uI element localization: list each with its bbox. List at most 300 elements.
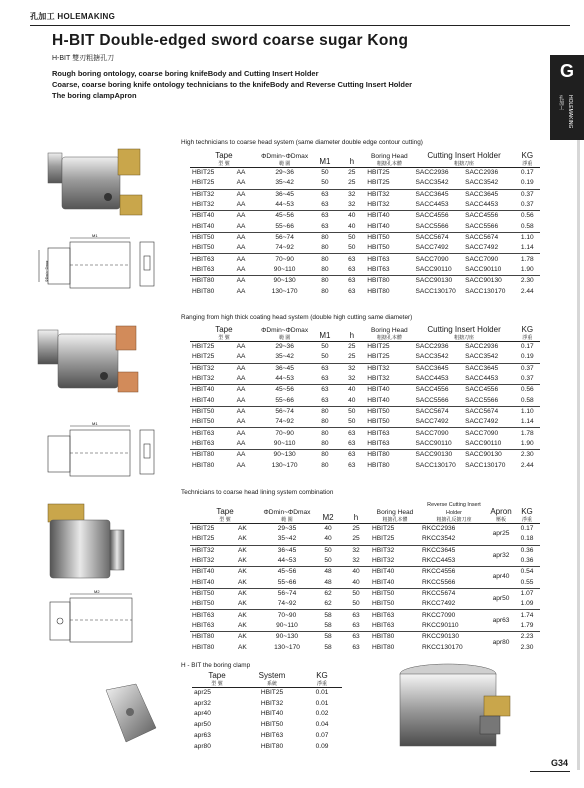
- table-cell: SACC90110: [465, 265, 502, 273]
- table-row: [190, 221, 540, 232]
- table-cell: RKCC90130: [422, 633, 460, 641]
- table-cell: 29~35: [277, 525, 297, 533]
- col-holder: Cutting Insert Holder 粗搪刀座: [427, 151, 501, 167]
- table-row: [190, 567, 540, 578]
- section-tab-en: HOLEMAKING: [567, 95, 573, 129]
- tool-photo-3: [40, 500, 145, 585]
- table-cell: 0.37: [520, 201, 534, 209]
- table-cell: 0.36: [520, 557, 534, 565]
- table-cell: 2.23: [520, 633, 534, 641]
- table-cell: AK: [238, 621, 247, 629]
- table-row: [192, 741, 342, 752]
- table-cell: 40: [324, 525, 332, 533]
- table-cell: 50: [324, 546, 332, 554]
- table-cell: 0.17: [520, 525, 534, 533]
- table-cell: 2.30: [520, 643, 534, 651]
- table-cell: 80: [321, 451, 329, 459]
- table-row: [190, 395, 540, 406]
- table-cell: RKCC3645: [422, 546, 456, 554]
- table-cell: SACC7090: [465, 429, 499, 437]
- table-cell: HBIT63: [192, 255, 215, 263]
- table-cell: HBIT80: [192, 277, 215, 285]
- table-cell: 50: [352, 600, 360, 608]
- table-cell: RKCC4453: [422, 557, 456, 565]
- table-cell: AA: [236, 429, 246, 437]
- table-cell: 0.04: [315, 721, 329, 729]
- table-cell: 50: [348, 233, 356, 241]
- table-cell: 55~66: [275, 222, 294, 230]
- table-cell: 63: [352, 643, 360, 651]
- table-cell: apr80: [194, 742, 211, 750]
- section3-title: Technicians to coarse head lining system combination: [181, 489, 334, 496]
- table-cell: SACC130170: [415, 461, 456, 469]
- table-cell: AK: [238, 557, 247, 565]
- col-h: h: [353, 513, 359, 522]
- table-cell: 0.02: [315, 710, 329, 718]
- table-cell: 50: [348, 407, 356, 415]
- table-cell: 80: [321, 233, 329, 241]
- table-cell: HBIT63: [367, 429, 390, 437]
- table-cell: HBIT40: [372, 578, 395, 586]
- table-cell: 80: [321, 407, 329, 415]
- table-cell: 1.78: [520, 255, 534, 263]
- table-cell: HBIT80: [367, 277, 390, 285]
- table-cell: HBIT40: [192, 396, 215, 404]
- table-cell: 80: [321, 429, 329, 437]
- table-cell: 40: [348, 386, 356, 394]
- table-cell: SACC130170: [465, 461, 506, 469]
- col-reverse-holder: Reverse Cutting Insert Holder 粗搪孔反搪刀座: [427, 502, 481, 523]
- table-cell: 63: [352, 633, 360, 641]
- table-cell: 0.18: [520, 535, 534, 543]
- tool-photo-2: [28, 320, 143, 400]
- table-cell: apr40: [194, 710, 211, 718]
- table-cell: HBIT32: [367, 375, 390, 383]
- table-cell: HBIT32: [367, 201, 390, 209]
- table-cell: 25: [352, 535, 360, 543]
- m1-label: M1: [92, 233, 98, 238]
- table-cell: AA: [236, 375, 246, 383]
- table-cell: 58: [324, 633, 332, 641]
- table-cell: SACC90110: [415, 439, 452, 447]
- table-cell: AK: [238, 633, 247, 641]
- table-cell: 40: [348, 396, 356, 404]
- col-head: Boring Head 粗搪孔本體: [371, 327, 408, 341]
- table-cell: 63: [321, 201, 329, 209]
- table-cell: 35~42: [275, 179, 294, 187]
- table-row: [190, 524, 540, 535]
- table-row: [190, 534, 540, 545]
- table-cell: SACC3645: [465, 190, 499, 198]
- table-cell: AA: [236, 364, 246, 372]
- table-cell: HBIT63: [367, 265, 390, 273]
- col-m: M1: [319, 157, 331, 166]
- table-row: [190, 374, 540, 385]
- table-cell: apr40: [492, 573, 510, 581]
- table-cell: HBIT63: [260, 732, 284, 740]
- table-cell: HBIT25: [367, 179, 390, 187]
- table-cell: AA: [236, 439, 246, 447]
- tool-photo-1: [40, 145, 150, 223]
- table-cell: 0.37: [520, 375, 534, 383]
- table-cell: SACC90130: [415, 451, 453, 459]
- table-cell: 36~45: [277, 546, 297, 554]
- table-cell: SACC7090: [465, 255, 499, 263]
- table-cell: 50: [321, 353, 329, 361]
- table-cell: 29~36: [275, 169, 294, 177]
- table-cell: HBIT25: [367, 169, 390, 177]
- table-cell: 80: [321, 461, 329, 469]
- table-cell: HBIT40: [372, 568, 395, 576]
- table-cell: 50: [321, 343, 329, 351]
- table-cell: 80: [321, 265, 329, 273]
- table-cell: 0.17: [520, 169, 534, 177]
- section-tab: [550, 55, 584, 140]
- col-m: M2: [322, 513, 334, 522]
- table-cell: 70~90: [275, 255, 294, 263]
- table-cell: HBIT63: [372, 611, 395, 619]
- table-cell: HBIT32: [192, 201, 215, 209]
- table-cell: HBIT63: [192, 611, 215, 619]
- table-cell: RKCC7090: [422, 611, 456, 619]
- table-cell: 70~90: [275, 429, 294, 437]
- table-cell: AA: [236, 190, 246, 198]
- table-cell: 63: [348, 287, 356, 295]
- description-line: The boring clampApron: [52, 91, 137, 100]
- table-cell: HBIT80: [192, 643, 215, 651]
- table-cell: SACC5566: [465, 222, 499, 230]
- table-cell: AA: [236, 287, 246, 295]
- table-cell: 35~42: [275, 353, 294, 361]
- table-cell: SACC90130: [415, 277, 453, 285]
- table-cell: HBIT80: [367, 461, 390, 469]
- table-cell: HBIT40: [367, 212, 390, 220]
- table-cell: HBIT32: [192, 190, 215, 198]
- table-cell: AK: [238, 546, 247, 554]
- table-cell: 90~110: [276, 621, 298, 629]
- table-row: [190, 449, 540, 460]
- table-cell: 58: [324, 621, 332, 629]
- page-subtitle: H-BIT 雙刃粗搪孔刀: [52, 55, 115, 62]
- table-cell: SACC7090: [415, 255, 449, 263]
- table-cell: HBIT40: [192, 568, 215, 576]
- table-cell: 25: [348, 343, 356, 351]
- table-row: [190, 178, 540, 189]
- table-cell: RKCC2936: [422, 525, 456, 533]
- table-cell: AA: [236, 244, 246, 252]
- col-range: ΦDmin~ΦDmax 範 圍: [261, 327, 309, 341]
- table-cell: HBIT80: [367, 287, 390, 295]
- table-cell: HBIT50: [367, 407, 390, 415]
- table-cell: HBIT63: [192, 621, 215, 629]
- table-cell: HBIT50: [192, 407, 215, 415]
- table-cell: HBIT80: [367, 451, 390, 459]
- table-cell: HBIT50: [372, 600, 395, 608]
- table-cell: 63: [321, 222, 329, 230]
- table-cell: AA: [236, 407, 246, 415]
- table-cell: HBIT63: [192, 439, 215, 447]
- table-cell: 44~53: [275, 201, 294, 209]
- table-cell: apr25: [194, 689, 211, 697]
- table-cell: SACC3645: [415, 190, 449, 198]
- table-cell: SACC7492: [465, 418, 499, 426]
- table-cell: 1.09: [520, 600, 534, 608]
- table-cell: SACC3542: [415, 179, 449, 187]
- table-cell: 0.58: [520, 222, 534, 230]
- table-cell: 56~74: [277, 589, 297, 597]
- table-cell: 36~45: [275, 190, 294, 198]
- table-cell: HBIT63: [192, 265, 215, 273]
- table-cell: HBIT50: [260, 721, 284, 729]
- table-cell: HBIT32: [260, 699, 284, 707]
- table-cell: HBIT32: [192, 557, 215, 565]
- page-code: G34: [550, 758, 568, 768]
- table-cell: 45~56: [275, 212, 294, 220]
- table-cell: AA: [236, 212, 246, 220]
- table-cell: SACC3542: [465, 353, 499, 361]
- table-cell: AA: [236, 386, 246, 394]
- table-cell: AA: [236, 201, 246, 209]
- table-cell: HBIT63: [367, 439, 390, 447]
- description-line: Coarse, coarse boring knife ontology technicians to the knifeBody and Reverse Cutting Insert Holder: [52, 80, 413, 89]
- table-cell: AA: [236, 255, 246, 263]
- table-cell: 70~90: [277, 611, 297, 619]
- table-cell: 25: [352, 525, 360, 533]
- table-cell: 62: [324, 589, 332, 597]
- table-row: [190, 406, 540, 417]
- table-cell: apr32: [492, 551, 510, 559]
- table-cell: HBIT63: [192, 429, 215, 437]
- table-row: [190, 428, 540, 439]
- table-cell: SACC7492: [415, 418, 449, 426]
- col-range: ΦDmin~ΦDmax 範 圍: [261, 153, 309, 167]
- table-cell: HBIT50: [192, 589, 215, 597]
- clamp-photo: [100, 680, 162, 746]
- table-row: [190, 545, 540, 556]
- table-cell: 1.10: [520, 233, 534, 241]
- table-cell: AA: [236, 418, 246, 426]
- table-row: [192, 720, 342, 731]
- table-row: [190, 189, 540, 200]
- assembly-photo: [378, 660, 518, 760]
- table-cell: HBIT32: [192, 546, 215, 554]
- table-cell: 56~74: [275, 407, 294, 415]
- table-cell: HBIT32: [367, 364, 390, 372]
- col-apron: Apron 壓板: [490, 507, 512, 523]
- table-cell: 1.74: [520, 611, 534, 619]
- col-h: h: [349, 331, 355, 340]
- col-kg: KG 淨重: [521, 151, 534, 167]
- table-cell: HBIT25: [192, 353, 215, 361]
- col-m: M1: [319, 331, 331, 340]
- table-cell: SACC4556: [465, 212, 499, 220]
- side-bar: [577, 140, 580, 770]
- col-head: Boring Head 粗搪孔本體: [376, 509, 414, 523]
- table-row: [190, 577, 540, 588]
- table-cell: HBIT80: [192, 287, 215, 295]
- table-cell: 0.19: [520, 179, 534, 187]
- table-cell: 29~36: [275, 343, 294, 351]
- table-cell: 0.56: [520, 212, 534, 220]
- table-row: [190, 417, 540, 428]
- table-cell: 80: [321, 418, 329, 426]
- table-cell: AA: [236, 461, 246, 469]
- category-label: 孔加工 HOLEMAKING: [30, 12, 116, 21]
- table-cell: HBIT80: [372, 633, 395, 641]
- table-cell: SACC4453: [415, 201, 449, 209]
- table-cell: 32: [348, 375, 356, 383]
- table-cell: SACC3645: [415, 364, 449, 372]
- page-title: H-BIT Double-edged sword coarse sugar Kong: [52, 32, 409, 49]
- table-row: [192, 698, 342, 709]
- table-cell: 63: [348, 451, 356, 459]
- table-cell: AK: [238, 578, 247, 586]
- table-cell: RKCC3542: [422, 535, 456, 543]
- table-cell: HBIT50: [192, 244, 215, 252]
- table-cell: 25: [348, 353, 356, 361]
- table-cell: 80: [321, 255, 329, 263]
- table-cell: SACC2936: [465, 343, 499, 351]
- section-letter: G: [559, 61, 574, 81]
- table-cell: AA: [236, 169, 246, 177]
- table-cell: 48: [324, 578, 332, 586]
- table-cell: SACC4453: [465, 201, 499, 209]
- table-cell: HBIT32: [367, 190, 390, 198]
- table-row: [190, 621, 540, 632]
- table-cell: 80: [321, 277, 329, 285]
- table-cell: 63: [348, 265, 356, 273]
- table-cell: 1.10: [520, 407, 534, 415]
- table-cell: AK: [238, 643, 247, 651]
- table-cell: SACC90110: [415, 265, 452, 273]
- table-row: [190, 599, 540, 610]
- table-cell: SACC5674: [465, 233, 499, 241]
- table-cell: AK: [238, 589, 247, 597]
- table-cell: 50: [321, 169, 329, 177]
- col-range: ΦDmin~ΦDmax 範 圍: [263, 509, 311, 523]
- table-cell: 55~66: [277, 578, 297, 586]
- table-cell: 50: [352, 589, 360, 597]
- table-cell: AA: [236, 353, 246, 361]
- table-cell: 50: [348, 244, 356, 252]
- table-cell: HBIT50: [372, 589, 395, 597]
- table-cell: 63: [348, 439, 356, 447]
- table-cell: 0.58: [520, 396, 534, 404]
- table-cell: 63: [348, 429, 356, 437]
- col-holder: Cutting Insert Holder 粗搪刀座: [427, 325, 501, 341]
- table-cell: 1.14: [520, 244, 534, 252]
- table-cell: HBIT40: [367, 222, 390, 230]
- table-cell: 63: [348, 255, 356, 263]
- section1-table: [190, 152, 540, 297]
- table-cell: HBIT40: [192, 578, 215, 586]
- table-cell: SACC4556: [415, 386, 449, 394]
- table-cell: HBIT63: [367, 255, 390, 263]
- table-cell: SACC5566: [465, 396, 499, 404]
- table-cell: HBIT50: [367, 244, 390, 252]
- section1-title: High technicians to coarse head system (same diameter double edge contour cutting): [181, 139, 423, 146]
- table-cell: 35~42: [277, 535, 297, 543]
- table-row: [190, 286, 540, 297]
- section-tab-cn: 孔加工: [558, 95, 564, 110]
- table-cell: HBIT32: [372, 557, 395, 565]
- table-cell: AA: [236, 233, 246, 241]
- table-cell: AA: [236, 179, 246, 187]
- table-cell: 63: [321, 396, 329, 404]
- table-row: [190, 232, 540, 243]
- table-cell: AK: [238, 611, 247, 619]
- table-cell: 2.30: [520, 277, 534, 285]
- table-row: [190, 200, 540, 211]
- header-divider: [30, 25, 570, 26]
- description: [52, 68, 412, 101]
- table-cell: 55~66: [275, 396, 294, 404]
- section3-table: [190, 501, 540, 653]
- table-cell: 63: [321, 212, 329, 220]
- table-cell: 63: [348, 277, 356, 285]
- table-cell: 32: [348, 190, 356, 198]
- table-cell: 32: [352, 546, 360, 554]
- table-row: [190, 439, 540, 450]
- table-cell: AA: [236, 222, 246, 230]
- table-cell: AK: [238, 568, 247, 576]
- table-cell: SACC130170: [415, 287, 456, 295]
- table-cell: 1.90: [520, 439, 534, 447]
- table-cell: 1.78: [520, 429, 534, 437]
- table-cell: 2.30: [520, 451, 534, 459]
- table-cell: SACC4556: [465, 386, 499, 394]
- table-row: [190, 342, 540, 353]
- table-cell: 90~130: [273, 277, 296, 285]
- table-cell: 40: [352, 568, 360, 576]
- table-cell: HBIT32: [372, 546, 395, 554]
- table-cell: RKCC130170: [422, 643, 463, 651]
- table-cell: AK: [238, 535, 247, 543]
- table-cell: 0.56: [520, 386, 534, 394]
- table-row: [190, 642, 540, 653]
- table-cell: 1.79: [520, 621, 534, 629]
- table-cell: 0.36: [520, 546, 534, 554]
- footer-divider: [530, 771, 570, 772]
- table-cell: 0.37: [520, 364, 534, 372]
- table-cell: HBIT40: [192, 222, 215, 230]
- table-cell: 130~170: [271, 461, 298, 469]
- table-cell: 0.17: [520, 343, 534, 351]
- table-cell: 80: [321, 439, 329, 447]
- table-cell: HBIT80: [260, 742, 284, 750]
- table-cell: AA: [236, 396, 246, 404]
- table-row: [190, 352, 540, 363]
- table-cell: 80: [321, 244, 329, 252]
- table-cell: 25: [348, 169, 356, 177]
- table-cell: HBIT40: [192, 386, 215, 394]
- table-row: [190, 588, 540, 599]
- table-cell: 74~92: [275, 244, 294, 252]
- col-h: h: [349, 157, 355, 166]
- table-cell: AA: [236, 343, 246, 351]
- table-cell: RKCC5674: [422, 589, 456, 597]
- col-tape: Tape 型 號: [215, 151, 233, 167]
- table-cell: SACC90130: [465, 277, 502, 285]
- table-cell: RKCC90110: [422, 621, 459, 629]
- table-cell: AA: [236, 265, 246, 273]
- table-cell: 130~170: [271, 287, 298, 295]
- table-cell: apr25: [492, 530, 510, 538]
- table-cell: 0.09: [315, 742, 329, 750]
- col-tape: Tape 型 號: [216, 507, 234, 523]
- col-tape: Tape 型 號: [215, 325, 233, 341]
- table-row: [190, 168, 540, 179]
